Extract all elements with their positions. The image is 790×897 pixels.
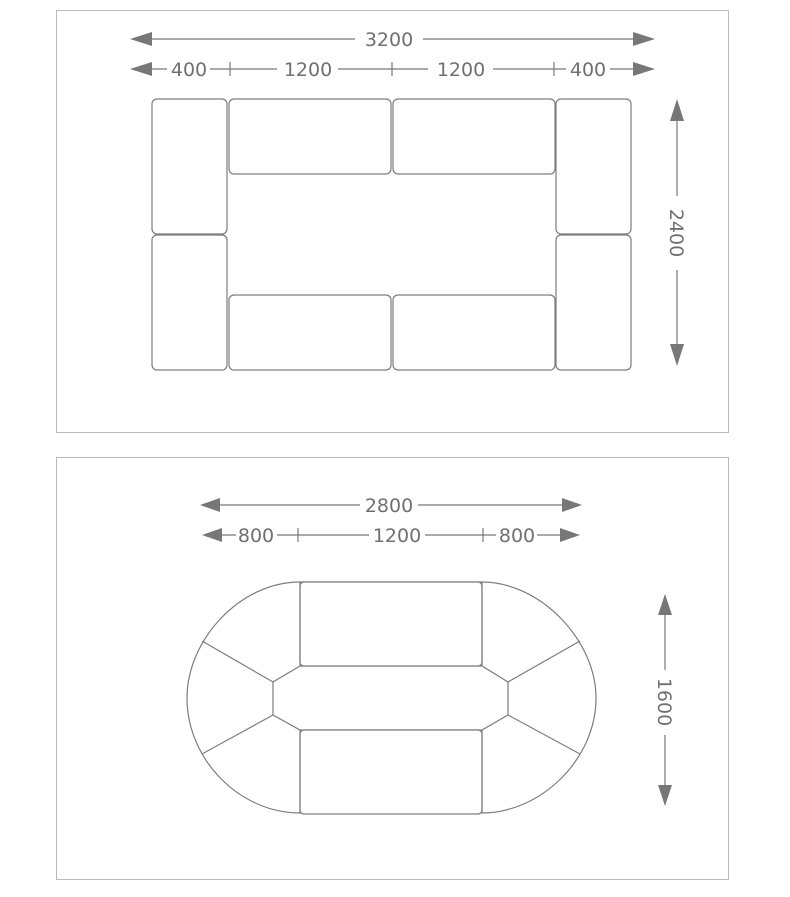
- top-depth-label: 2400: [665, 208, 687, 258]
- top-back-right-module: [393, 99, 555, 174]
- bottom-segment-dimensions: [202, 525, 580, 547]
- top-segment-label: 400: [569, 59, 607, 81]
- top-front-left-module: [229, 295, 391, 370]
- bottom-overall-width-dimension: [200, 495, 582, 517]
- bottom-segment-label: 1200: [372, 525, 422, 547]
- top-left-upper-module: [152, 99, 227, 234]
- bottom-segment-label: 800: [498, 525, 536, 547]
- bottom-round-sofa-layout: [187, 582, 596, 814]
- top-left-lower-module: [152, 235, 227, 370]
- top-segment-dimensions: [130, 59, 655, 81]
- bottom-depth-label: 1600: [653, 677, 675, 727]
- top-sofa-layout: [152, 99, 631, 370]
- top-depth-dimension: [665, 99, 687, 366]
- bottom-overall-width-label: 2800: [364, 495, 414, 517]
- top-segment-label: 1200: [283, 59, 333, 81]
- bottom-depth-dimension: [653, 594, 675, 806]
- top-overall-width-label: 3200: [364, 29, 414, 51]
- top-back-left-module: [229, 99, 391, 174]
- top-overall-width-dimension: [130, 29, 655, 51]
- bottom-segment-label: 800: [237, 525, 275, 547]
- top-right-upper-module: [556, 99, 631, 234]
- top-segment-label: 400: [170, 59, 208, 81]
- top-segment-label: 1200: [436, 59, 486, 81]
- top-right-lower-module: [556, 235, 631, 370]
- round-front-straight-module: [300, 730, 482, 814]
- round-back-straight-module: [300, 582, 482, 666]
- top-front-right-module: [393, 295, 555, 370]
